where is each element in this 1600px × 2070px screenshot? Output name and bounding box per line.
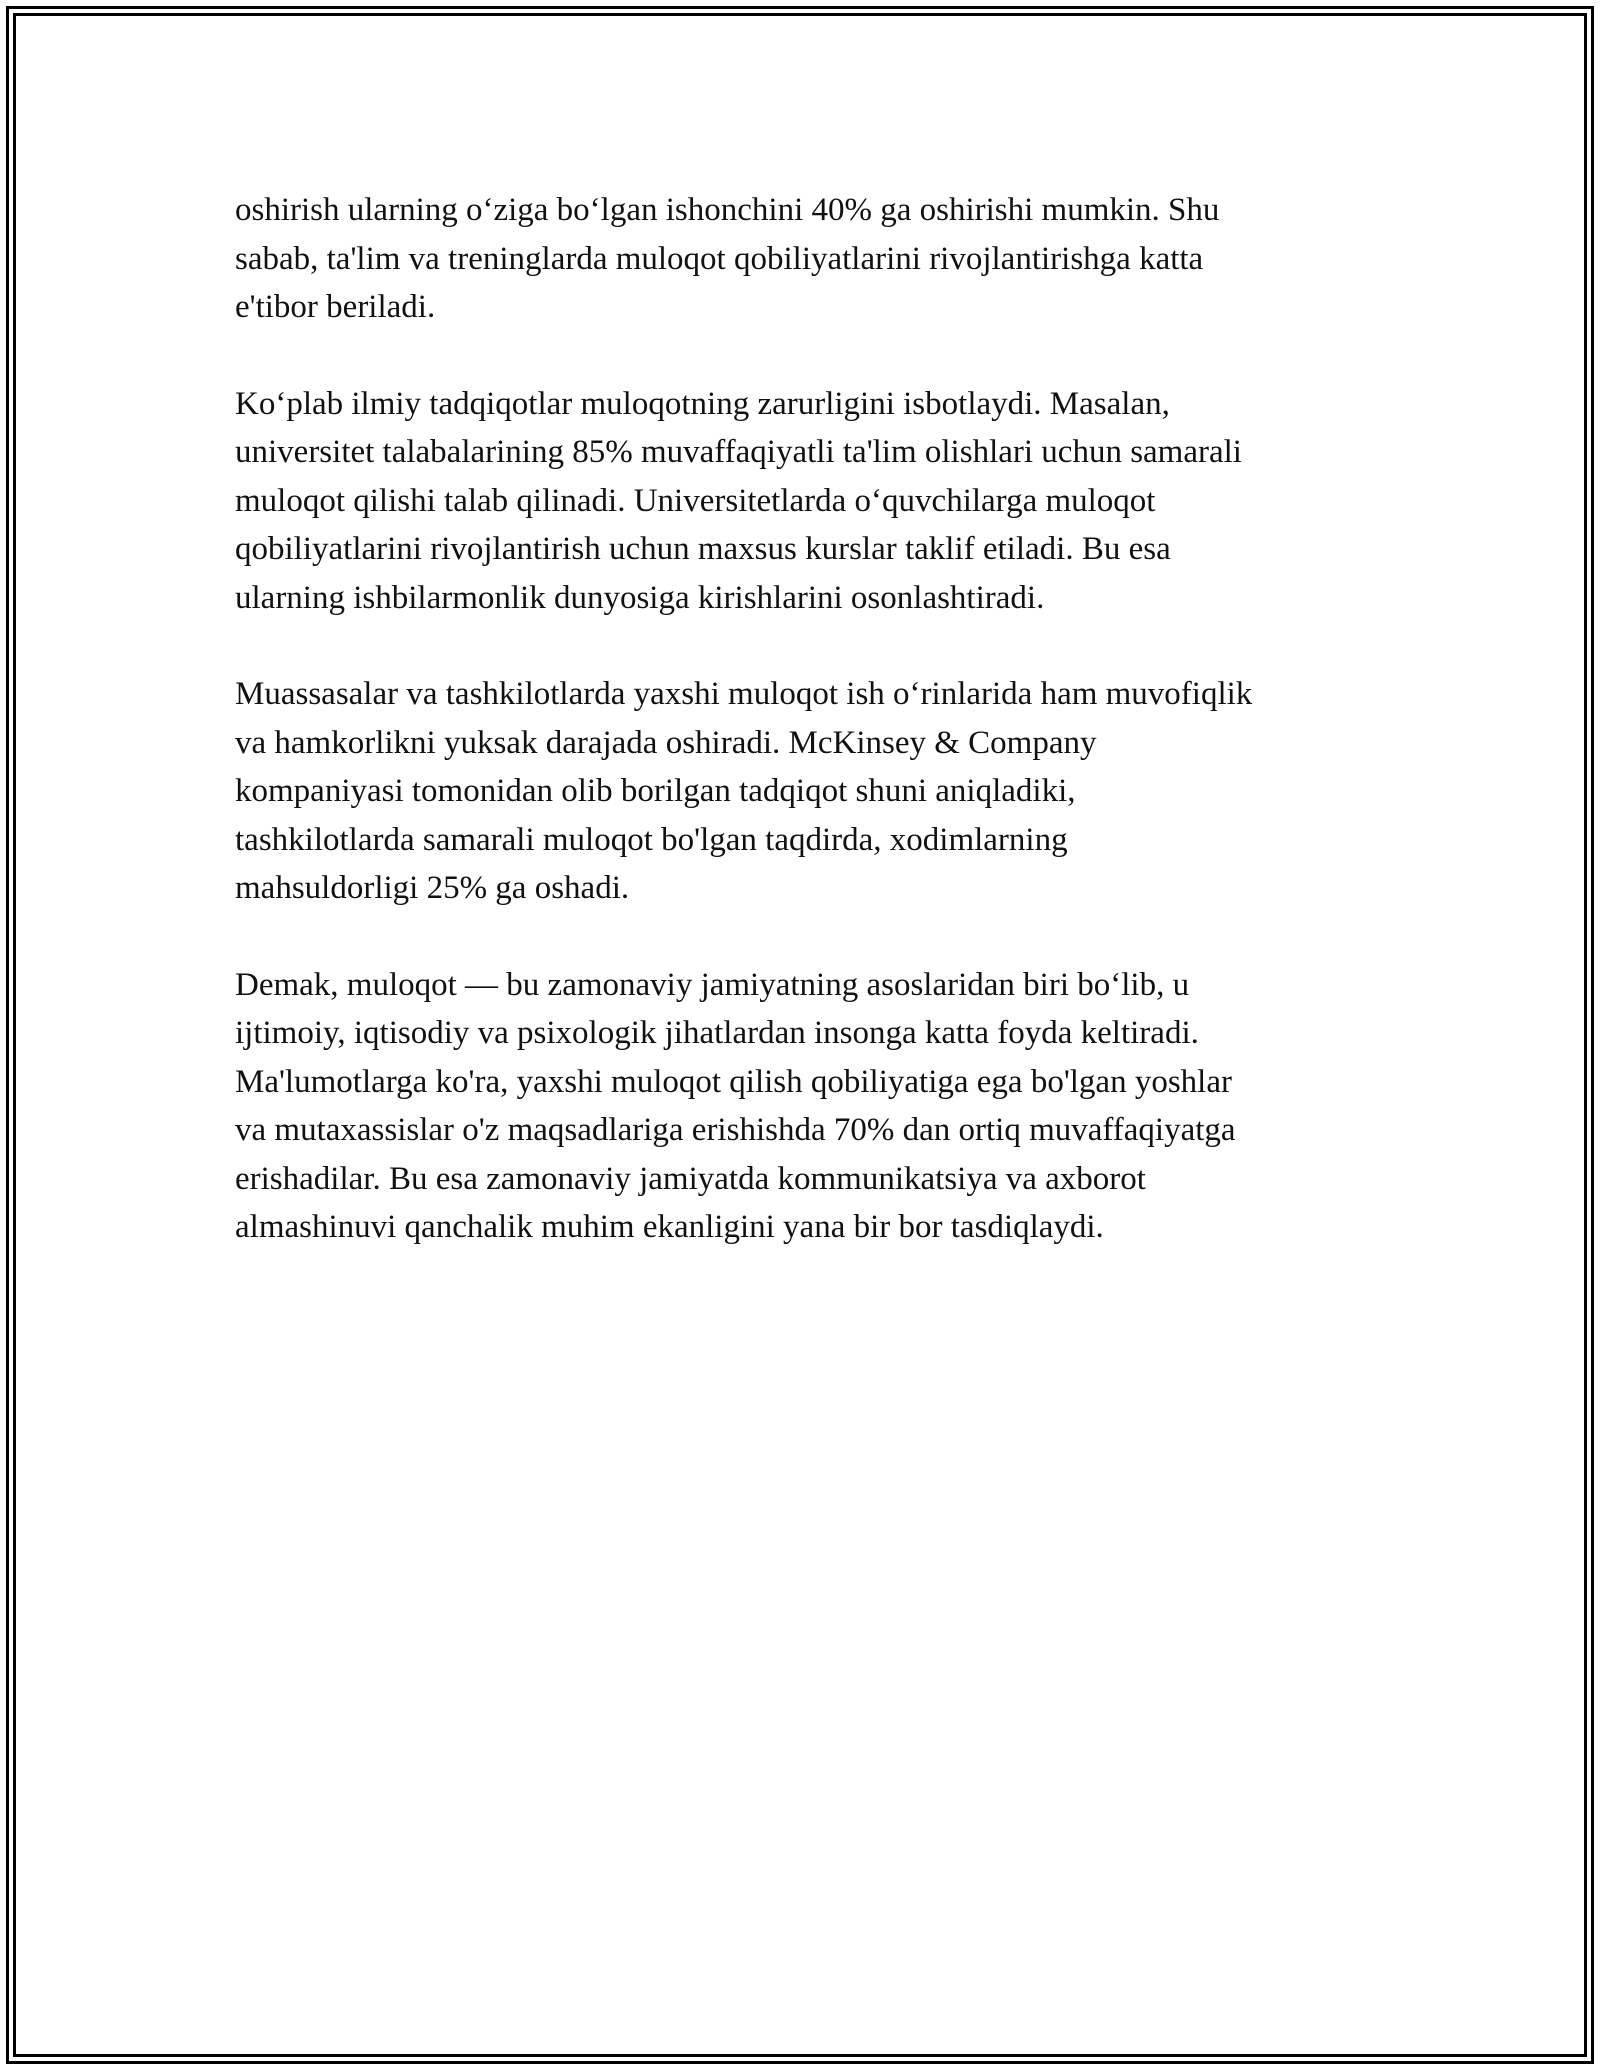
paragraph-1: oshirish ularning o‘ziga bo‘lgan ishonchini 40% ga oshirishi mumkin. Shu sabab, ta'lim va treninglarda muloqot qobiliyatlarini rivojlantirishga katta e'tibor beriladi.	[235, 192, 1220, 325]
page-content	[235, 186, 1385, 1300]
paragraph-3: Muassasalar va tashkilotlarda yaxshi muloqot ish o‘rinlarida ham muvofiqlik va hamkorlikni yuksak darajada oshiradi. McKinsey & Company kompaniyasi tomonidan olib borilgan tadqiqot shuni aniqladiki, tashkilotlarda samarali muloqot bo'lgan taqdirda, xodimlarning mahsuldorligi 25% ga oshadi.	[235, 676, 1253, 906]
paragraph-4: Demak, muloqot — bu zamonaviy jamiyatning asoslaridan biri bo‘lib, u ijtimoiy, iqtisodiy va psixologik jihatlardan insonga katta foyda keltiradi. Ma'lumotlarga ko'ra, yaxshi muloqot qilish qobiliyatiga ega bo'lgan yoshlar va mutaxassislar o'z maqsadlariga erishishda 70% dan ortiq muvaffaqiyatga erishadilar. Bu esa zamonaviy jamiyatda kommunikatsiya va axborot almashinuvi qanchalik muhim ekanligini yana bir bor tasdiqlaydi.	[235, 966, 1236, 1245]
paragraph-2: Ko‘plab ilmiy tadqiqotlar muloqotning zarurligini isbotlaydi. Masalan, universitet talabalarining 85% muvaffaqiyatli ta'lim olishlari uchun samarali muloqot qilishi talab qilinadi. Universitetlarda o‘quvchilarga muloqot qobiliyatlarini rivojlantirish uchun maxsus kurslar taklif etiladi. Bu esa ularning ishbilarmonlik dunyosiga kirishlarini osonlashtiradi.	[235, 385, 1242, 616]
